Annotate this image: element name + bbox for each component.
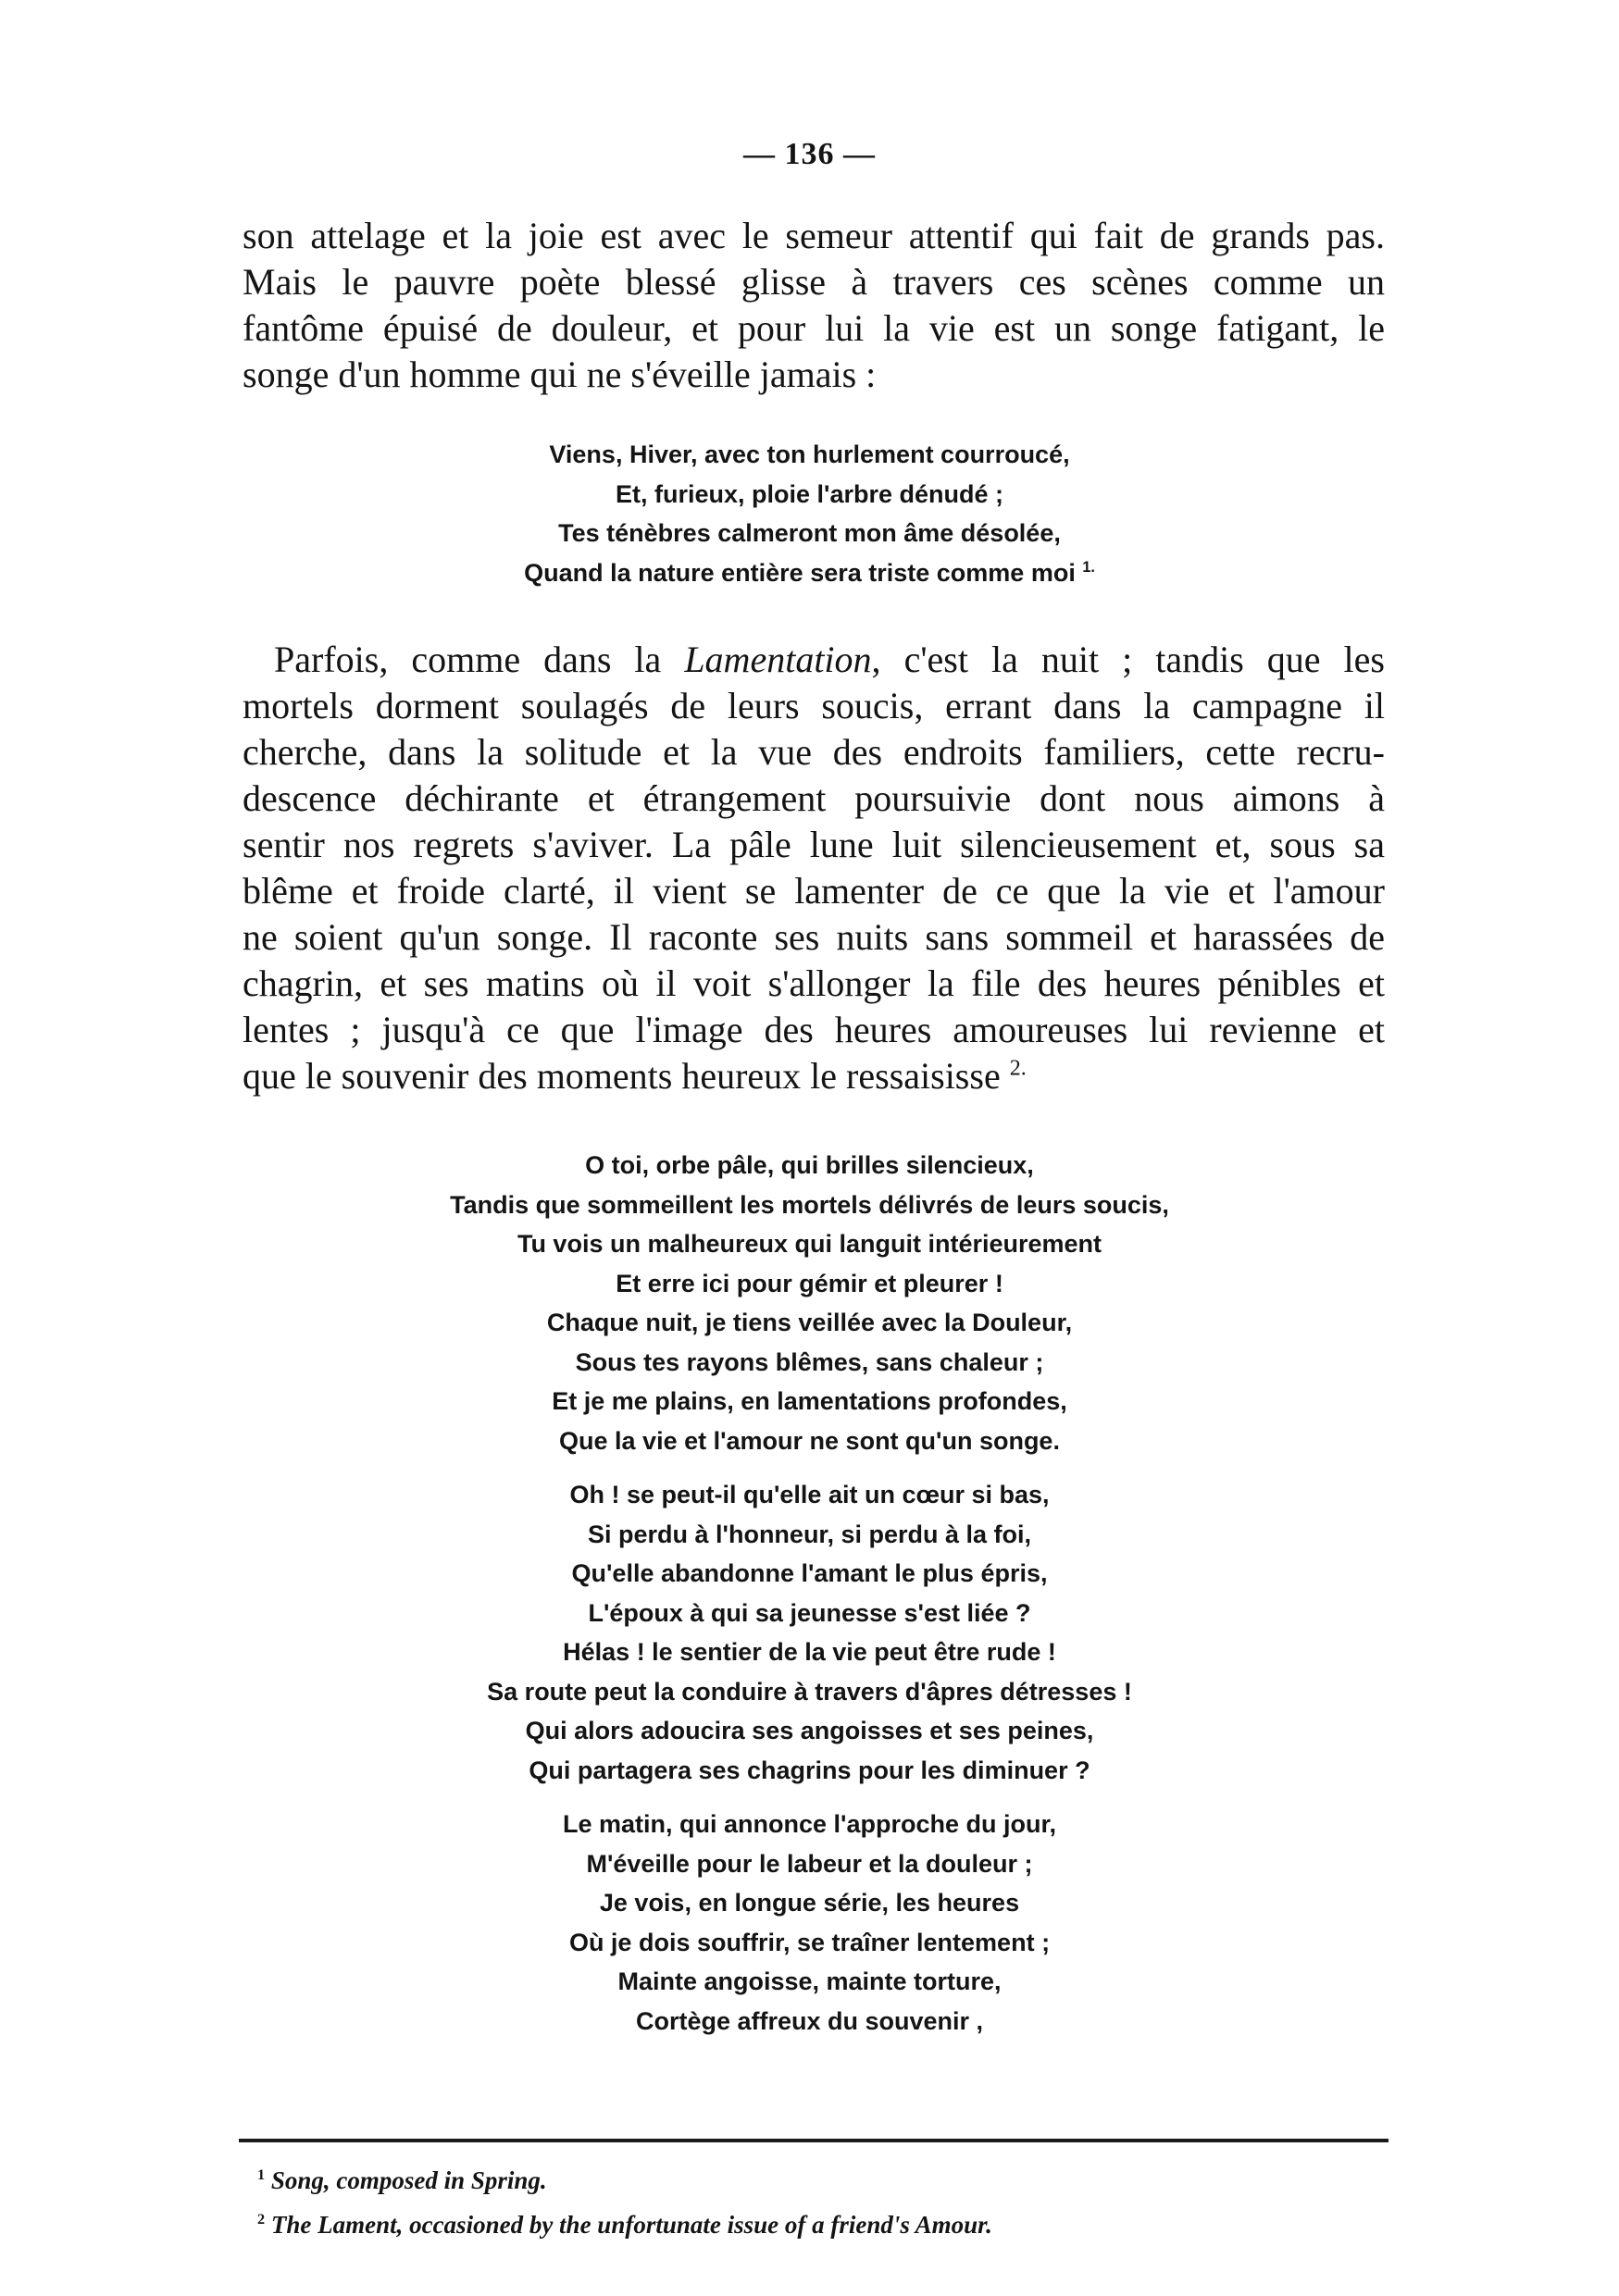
verse-line: Oh ! se peut-il qu'elle ait un cœur si bas,	[569, 1481, 1050, 1508]
verse-line: Si perdu à l'honneur, si perdu à la foi,	[588, 1520, 1031, 1548]
verse-line: Tu vois un malheureux qui languit intérieurement	[517, 1230, 1102, 1258]
verse-line: Qui alors adoucira ses angoisses et ses peines,	[525, 1717, 1094, 1744]
paragraph-line: ne soient qu'un songe. Il raconte ses nuits sans sommeil et harassées de	[243, 916, 1385, 958]
verse-line: Qui partagera ses chagrins pour les diminuer ?	[529, 1756, 1090, 1784]
footnote-2	[257, 2203, 1368, 2247]
verse-line: Cortège affreux du souvenir ,	[635, 2006, 984, 2035]
verse-quatrain	[0, 435, 1619, 592]
footnote-marker: 1	[257, 2166, 266, 2183]
poem-title: Lamentation	[684, 639, 872, 680]
verse-line: Tandis que sommeillent les mortels délivrés de leurs soucis,	[450, 1190, 1169, 1219]
verse-line: Chaque nuit, je tiens veillée avec la Douleur,	[546, 1309, 1073, 1336]
paragraph-line: chagrin, et ses matins où il voit s'allonger la file des heures pénibles et	[243, 962, 1385, 1004]
paragraph-line: blême et froide clarté, il vient se lamenter de ce que la vie et l'amour	[243, 870, 1385, 912]
verse-line: Je vois, en longue série, les heures	[599, 1889, 1020, 1917]
verse-line: M'éveille pour le labeur et la douleur ;	[586, 1849, 1033, 1878]
verse-line: Que la vie et l'amour ne sont qu'un songe.	[559, 1426, 1060, 1455]
verse-line: Hélas ! le sentier de la vie peut être rude !	[563, 1638, 1056, 1666]
footnote-marker: 2	[257, 2211, 266, 2228]
verse-line: Tes ténèbres calmeront mon âme désolée,	[558, 519, 1061, 547]
verse-stanza-2	[0, 1475, 1619, 1790]
verse-line: Et erre ici pour gémir et pleurer !	[616, 1269, 1003, 1297]
footnote-divider	[239, 2139, 1389, 2142]
footnote-title: The Lament,	[270, 2211, 404, 2239]
paragraph-text: que le souvenir des moments heureux le ressaisisse	[243, 1055, 1001, 1097]
verse-line-text: Quand la nature entière sera triste comme moi	[524, 558, 1076, 587]
verse-line: Qu'elle abandonne l'amant le plus épris,	[571, 1559, 1048, 1587]
verse-line: Mainte angoisse, mainte torture,	[617, 1967, 1002, 1995]
footnote-text: Song, composed in Spring.	[270, 2166, 547, 2194]
footnote-ref-1: 1.	[1082, 558, 1095, 576]
paragraph-line: Mais le pauvre poète blessé glisse à travers ces scènes comme un	[243, 261, 1385, 303]
verse-line: Viens, Hiver, avec ton hurlement courroucé,	[549, 441, 1070, 468]
verse-line: Sous tes rayons blêmes, sans chaleur ;	[575, 1347, 1044, 1376]
paragraph-line: lentes ; jusqu'à ce que l'image des heures amoureuses lui revienne et	[243, 1009, 1385, 1050]
paragraph-line: songe d'un homme qui ne s'éveille jamais :	[243, 354, 877, 395]
paragraph-line	[243, 1053, 1385, 1099]
paragraph-1	[243, 213, 1385, 398]
verse-line: Et, furieux, ploie l'arbre dénudé ;	[616, 479, 1003, 508]
paragraph-line	[243, 637, 1385, 683]
paragraph-line: sentir nos regrets s'aviver. La pâle lune luit silencieusement et, sous sa	[243, 824, 1385, 865]
footnote-ref-2: 2.	[1009, 1056, 1027, 1081]
paragraph-2	[243, 637, 1385, 1099]
footnotes	[257, 2158, 1368, 2247]
verse-line: Le matin, qui annonce l'approche du jour,	[563, 1810, 1056, 1838]
footnote-1	[257, 2158, 1368, 2203]
paragraph-line: son attelage et la joie est avec le semeur attentif qui fait de grands pas.	[243, 215, 1385, 256]
paragraph-text: Parfois, comme dans la	[274, 639, 662, 680]
verse-line: L'époux à qui sa jeunesse s'est liée ?	[588, 1598, 1031, 1627]
verse-line: Où je dois souffrir, se traîner lentement ;	[568, 1928, 1051, 1956]
paragraph-text: , c'est la nuit ; tandis que les	[871, 639, 1385, 680]
paragraph-line: fantôme épuisé de douleur, et pour lui la vie est un songe fatigant, le	[243, 307, 1385, 349]
verse-line	[0, 553, 1619, 593]
paragraph-line: mortels dorment soulagés de leurs soucis, errant dans la campagne il	[243, 685, 1385, 726]
verse-stanza-1	[0, 1146, 1619, 1460]
verse-line: O toi, orbe pâle, qui brilles silencieux,	[585, 1151, 1034, 1179]
verse-line: Et je me plains, en lamentations profondes,	[552, 1387, 1067, 1415]
paragraph-line: cherche, dans la solitude et la vue des endroits familiers, cette recru-	[243, 731, 1385, 773]
verse-stanza-3	[0, 1805, 1619, 2041]
paragraph-line: descence déchirante et étrangement poursuivie dont nous aimons à	[243, 777, 1385, 819]
page-number: — 136 —	[743, 137, 876, 171]
verse-line: Sa route peut la conduire à travers d'âpres détresses !	[487, 1677, 1132, 1706]
footnote-text: occasioned by the unfortunate issue of a friend's Amour.	[409, 2211, 992, 2239]
